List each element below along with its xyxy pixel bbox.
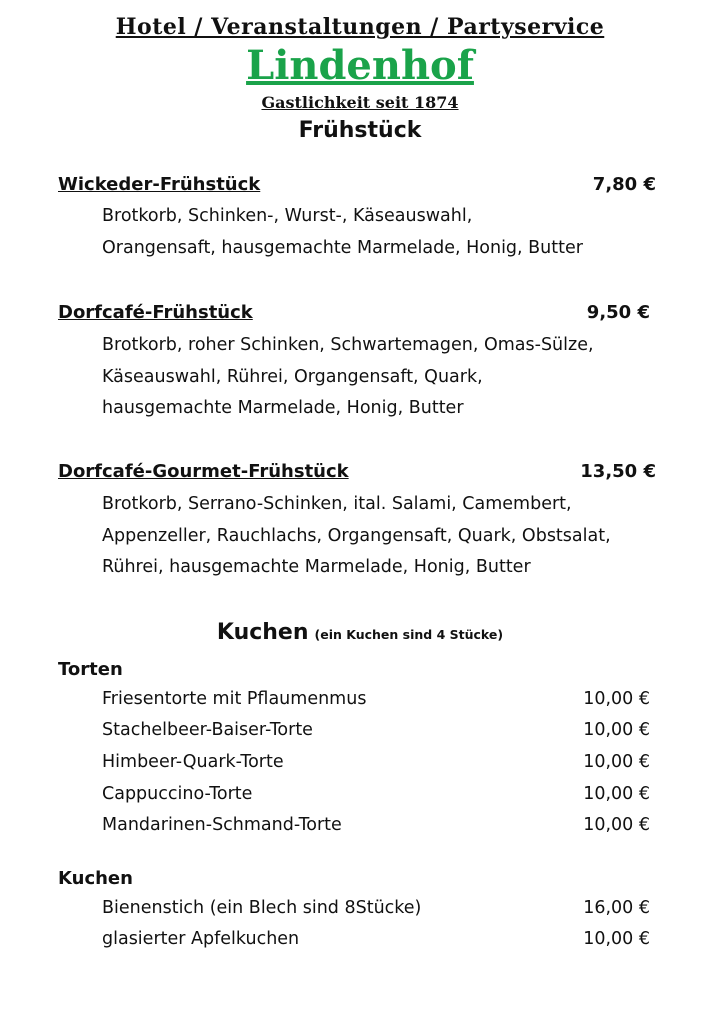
cake-name: Cappuccino-Torte [102,784,253,804]
breakfast-item-description [102,201,702,264]
section-title-kuchen [0,620,720,645]
cake-price: 10,00 € [583,752,650,772]
cake-name: Bienenstich (ein Blech sind 8Stücke) [102,898,422,918]
cake-row [102,720,650,750]
description-line: Rührei, hausgemachte Marmelade, Honig, Butter [102,557,531,577]
cake-price: 16,00 € [583,898,650,918]
breakfast-item-title: Dorfcafé-Gourmet-Frühstück [58,461,349,482]
description-line: Orangensaft, hausgemachte Marmelade, Honig, Butter [102,237,583,258]
description-line: Appenzeller, Rauchlachs, Organgensaft, Quark, Obstsalat, [102,525,611,546]
breakfast-item-description [102,489,702,584]
kuchen-title: Kuchen [216,620,309,645]
description-line: Käseauswahl, Rührei, Organgensaft, Quark, [102,366,483,387]
section-title-fruehstueck: Frühstück [298,118,422,143]
cake-price: 10,00 € [583,815,650,835]
since-line: Gastlichkeit seit 1874 [261,93,459,112]
cake-row [102,898,650,928]
cake-row [102,815,650,845]
cake-price: 10,00 € [583,929,650,949]
cake-name: Stachelbeer-Baiser-Torte [102,720,313,740]
description-line: Brotkorb, roher Schinken, Schwartemagen, Omas-Sülze, [102,335,594,355]
description-line: Brotkorb, Serrano-Schinken, ital. Salami, Camembert, [102,494,572,514]
description-line: hausgemachte Marmelade, Honig, Butter [102,398,464,418]
category-torten: Torten [58,659,123,680]
breakfast-item-price: 13,50 € [580,461,656,482]
category-kuchen: Kuchen [58,868,133,889]
breakfast-item-price: 7,80 € [592,174,656,195]
cake-price: 10,00 € [583,784,650,804]
cake-row [102,752,650,782]
cake-row [102,929,650,959]
cake-price: 10,00 € [583,720,650,740]
cake-name: Friesentorte mit Pflaumenmus [102,689,367,709]
kuchen-note: (ein Kuchen sind 4 Stücke) [314,627,504,642]
breakfast-item-price: 9,50 € [586,302,650,323]
breakfast-item-title: Dorfcafé-Frühstück [58,302,253,323]
breakfast-item-description [102,330,702,425]
breakfast-item-title: Wickeder-Frühstück [58,174,261,195]
cake-name: glasierter Apfelkuchen [102,929,300,949]
cake-price: 10,00 € [583,689,650,709]
header-top-line: Hotel / Veranstaltungen / Partyservice [115,14,605,40]
cake-name: Himbeer-Quark-Torte [102,752,284,772]
description-line: Brotkorb, Schinken-, Wurst-, Käseauswahl, [102,206,473,226]
brand-name: Lindenhof [246,42,474,89]
cake-row [102,689,650,719]
cake-row [102,784,650,814]
cake-name: Mandarinen-Schmand-Torte [102,815,342,835]
